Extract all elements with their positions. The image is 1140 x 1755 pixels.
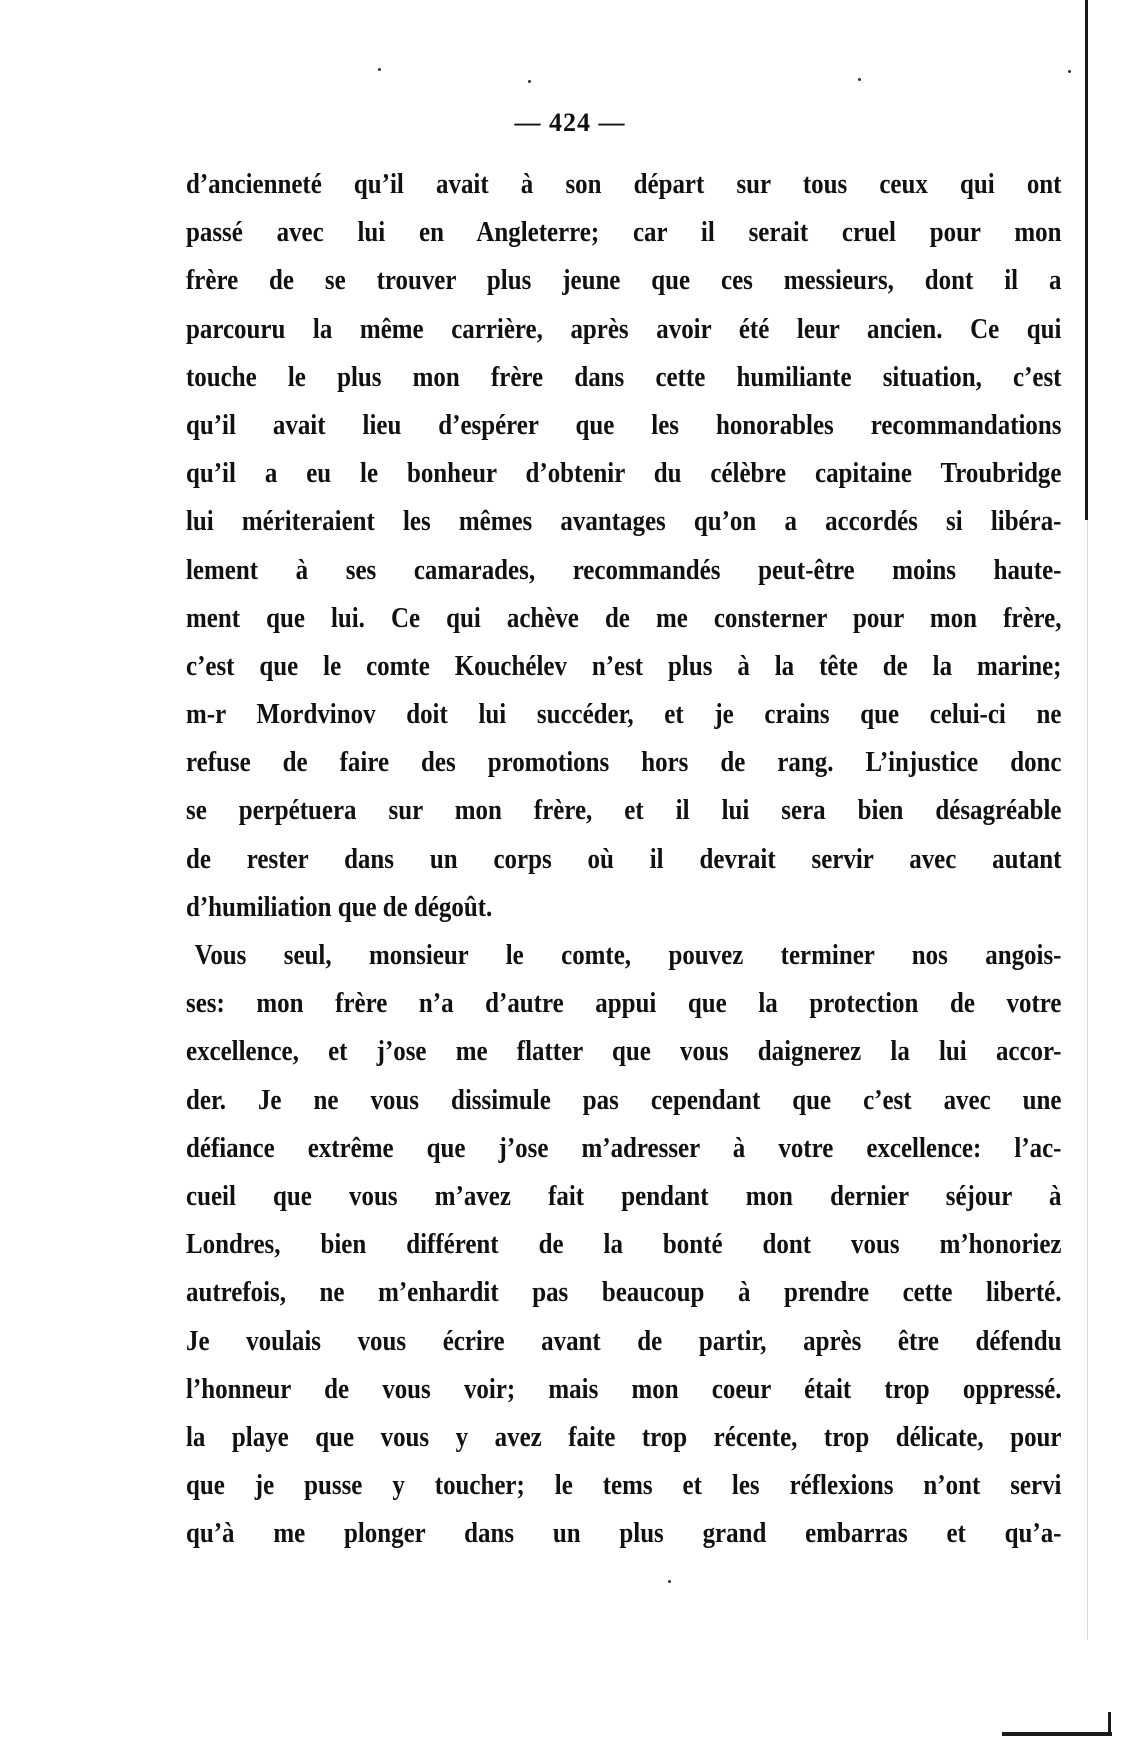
text-line: refuse de faire des promotions hors de rang. L’injustice donc — [186, 746, 1062, 779]
text-line: la playe que vous y avez faite trop récente, trop délicate, pour — [186, 1420, 1062, 1453]
text-line: de rester dans un corps où il devrait servir avec autant — [186, 842, 1062, 875]
scan-speck — [1068, 70, 1071, 73]
scan-edge-shadow — [1087, 520, 1088, 1640]
text-line: se perpétuera sur mon frère, et il lui sera bien désagréable — [186, 794, 1062, 827]
scan-speck — [668, 1580, 671, 1583]
text-line: Je voulais vous écrire avant de partir, après être défendu — [186, 1324, 1062, 1357]
bottom-rule-tick — [1108, 1712, 1111, 1736]
text-line: défiance extrême que j’ose m’adresser à votre excellence: l’ac- — [186, 1131, 1062, 1164]
text-line: lui mériteraient les mêmes avantages qu’on a accordés si libéra- — [186, 505, 1062, 538]
text-line: touche le plus mon frère dans cette humiliante situation, c’est — [186, 360, 1062, 393]
text-line: autrefois, ne m’enhardit pas beaucoup à prendre cette liberté. — [186, 1276, 1062, 1309]
text-line: Londres, bien différent de la bonté dont vous m’honoriez — [186, 1228, 1062, 1261]
text-line: qu’il avait lieu d’espérer que les honorables recommandations — [186, 408, 1062, 441]
text-line: d’humiliation que de dégoût. — [186, 890, 493, 923]
text-line: qu’il a eu le bonheur d’obtenir du célèbre capitaine Troubridge — [186, 457, 1062, 490]
text-line: c’est que le comte Kouchélev n’est plus à la tête de la marine; — [186, 649, 1062, 682]
scan-speck — [858, 78, 861, 81]
text-line: parcouru la même carrière, après avoir été leur ancien. Ce qui — [186, 312, 1062, 345]
scan-edge-line — [1085, 0, 1088, 520]
text-line: m-r Mordvinov doit lui succéder, et je crains que celui-ci ne — [186, 698, 1062, 731]
text-line: frère de se trouver plus jeune que ces messieurs, dont il a — [186, 264, 1062, 297]
text-line: der. Je ne vous dissimule pas cependant que c’est avec une — [186, 1083, 1062, 1116]
text-line: cueil que vous m’avez fait pendant mon dernier séjour à — [186, 1179, 1062, 1212]
text-line: lement à ses camarades, recommandés peut-être moins haute- — [186, 553, 1062, 586]
bottom-rule — [1002, 1732, 1112, 1736]
scan-speck — [378, 68, 381, 71]
text-line: que je pusse y toucher; le tems et les réflexions n’ont servi — [186, 1469, 1062, 1502]
body-text — [186, 160, 1062, 1557]
text-line: qu’à me plonger dans un plus grand embarras et qu’a- — [186, 1517, 1062, 1550]
text-line: passé avec lui en Angleterre; car il serait cruel pour mon — [186, 216, 1062, 249]
text-line: ses: mon frère n’a d’autre appui que la protection de votre — [186, 987, 1062, 1020]
scan-speck — [528, 80, 531, 83]
text-line: Vous seul, monsieur le comte, pouvez terminer nos angois- — [194, 939, 1062, 971]
text-line: d’ancienneté qu’il avait à son départ sur tous ceux qui ont — [186, 168, 1062, 200]
page-number: — 424 — — [514, 108, 626, 137]
text-line: excellence, et j’ose me flatter que vous daignerez la lui accor- — [186, 1035, 1062, 1068]
text-line: ment que lui. Ce qui achève de me consterner pour mon frère, — [186, 601, 1062, 634]
text-line: l’honneur de vous voir; mais mon coeur était trop oppressé. — [186, 1372, 1062, 1405]
